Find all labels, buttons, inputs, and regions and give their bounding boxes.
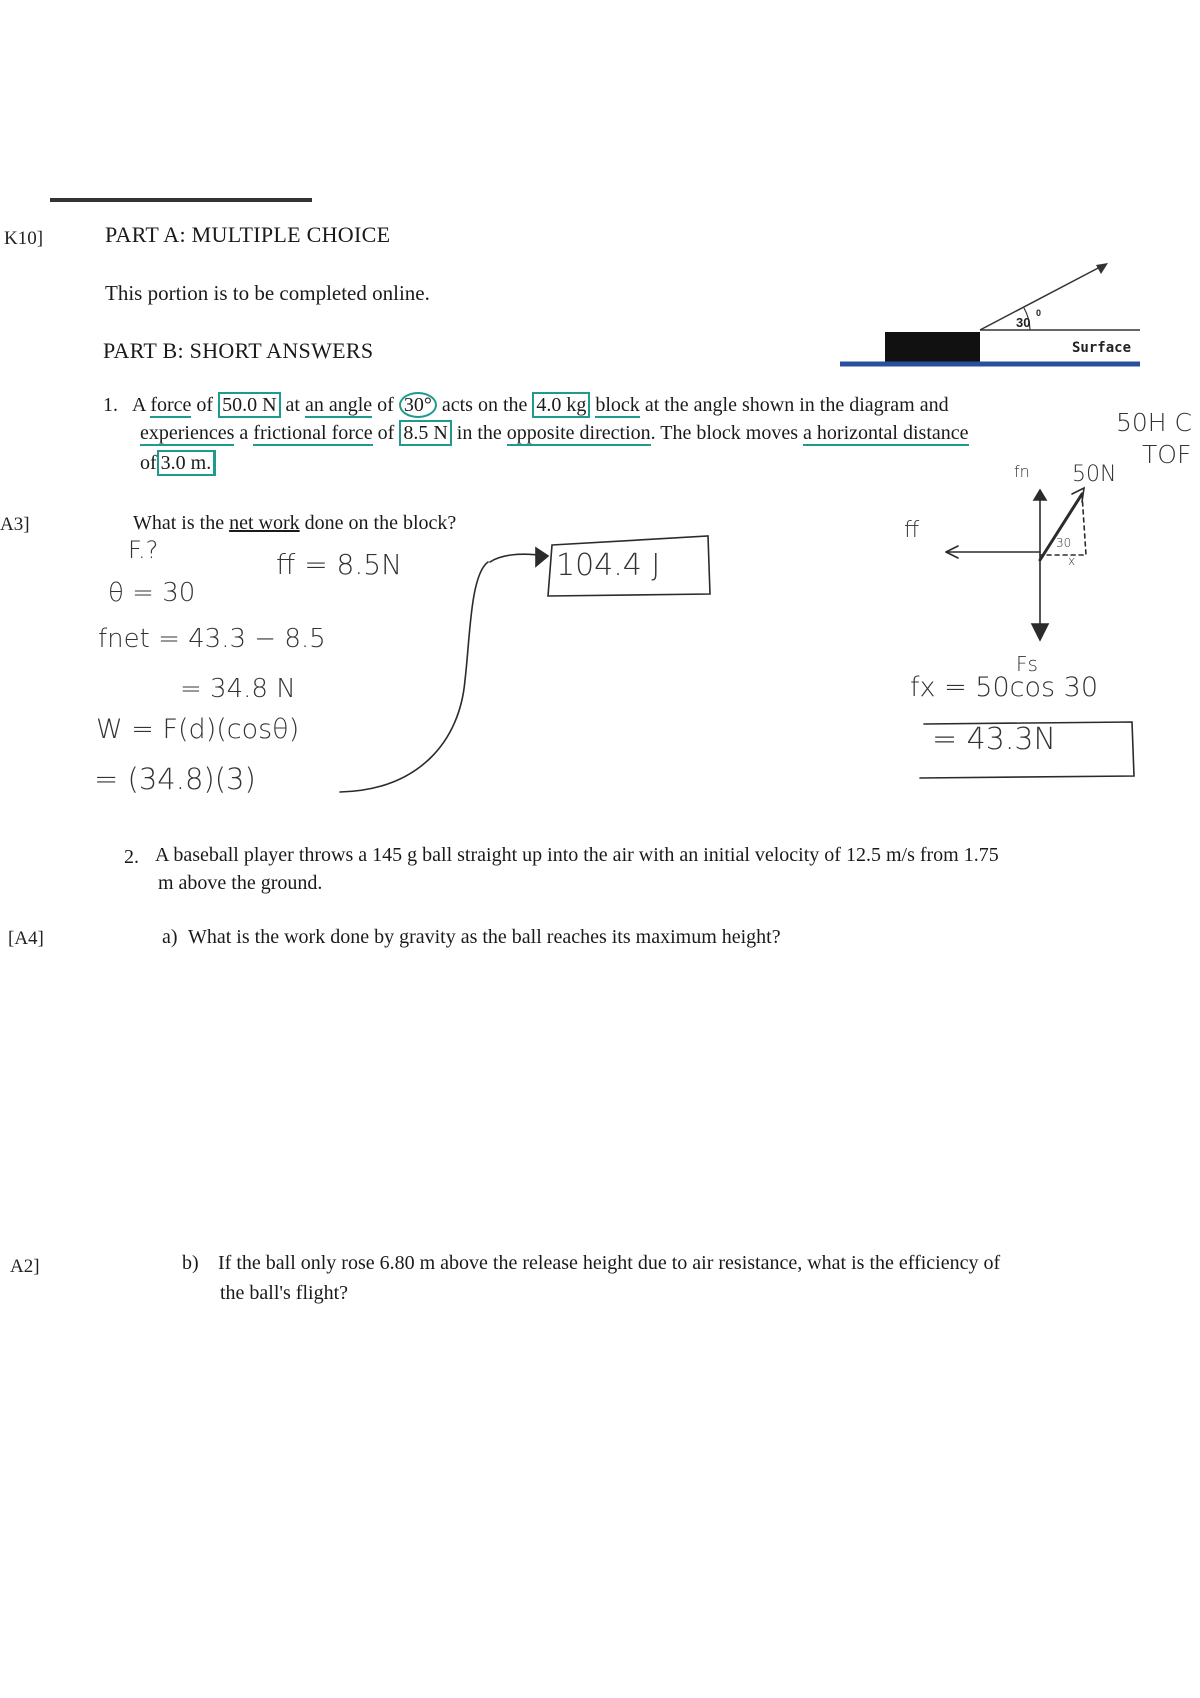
hand-fbd-fn: fn (1014, 462, 1030, 481)
margin-mark-part-a: K10] (4, 228, 44, 249)
q1-text: of (196, 394, 214, 416)
hand-fbd-angle: 30 (1056, 536, 1072, 550)
fbd-fs-arrowhead (1032, 624, 1048, 640)
q1-text-frictional: frictional force (253, 422, 373, 444)
hand-f-unknown: F.? (128, 536, 159, 564)
q1-line-1 (132, 392, 949, 419)
q1-text: a (239, 422, 249, 444)
q2-stem-line-2: m above the ground. (158, 872, 323, 894)
q2a-label: a) (162, 926, 178, 948)
hand-fbd-fs: Fs (1016, 652, 1038, 676)
q1-text: A (132, 394, 146, 416)
q1-text: in the (456, 422, 502, 444)
angle-label: 30 (1016, 315, 1031, 330)
part-a-note: This portion is to be completed online. (105, 281, 430, 305)
q1-question-net-work: net work (229, 512, 300, 534)
q1-text: of (377, 394, 394, 416)
q1-text-experiences: experiences (140, 422, 235, 444)
hand-fx-result: = 43.3N (932, 722, 1056, 757)
hand-margin-1: 50H C (1116, 408, 1193, 437)
part-a-title: PART A: MULTIPLE CHOICE (105, 222, 391, 247)
q1-force-value: 50.0 N (218, 392, 280, 418)
fbd-50n-arrow (1040, 494, 1082, 560)
q1-text: at the angle shown in the diagram and (644, 394, 949, 416)
q1-question (133, 510, 456, 537)
margin-mark-q1: A3] (0, 514, 30, 535)
q1-line-3 (140, 450, 216, 477)
block-shape (885, 332, 980, 362)
top-rule (50, 198, 312, 202)
q1-text: acts on the (441, 394, 528, 416)
q2a-text: What is the work done by gravity as the ball reaches its maximum height? (188, 926, 781, 948)
part-b-title: PART B: SHORT ANSWERS (103, 338, 374, 363)
answer-arrow-line (490, 554, 546, 562)
q1-text-opposite: opposite direction (506, 422, 651, 444)
q1-text: at (285, 394, 300, 416)
hand-work-sub: = (34.8)(3) (94, 762, 256, 796)
q2b-label: b) (182, 1252, 199, 1274)
surface-label: Surface (1072, 340, 1132, 356)
block-diagram (840, 260, 1140, 372)
q1-question-text: done on the block? (299, 512, 457, 534)
connector-curve (340, 562, 488, 792)
fbd-50n-arrowhead (1072, 488, 1084, 502)
q2b-text-line-1: If the ball only rose 6.80 m above the release height due to air resistance, what is the efficiency of (218, 1252, 1001, 1274)
q1-angle-value: 30° (399, 392, 437, 418)
q1-text-block-word: block (595, 394, 640, 416)
q2-number: 2. (124, 846, 139, 868)
fbd-ff-arrowhead (946, 546, 958, 558)
hand-fnet: fnet = 43.3 − 8.5 (98, 624, 326, 654)
q1-mass-value: 4.0 kg (532, 392, 590, 418)
angle-degree: 0 (1036, 308, 1042, 318)
q1-text-horizontal: a horizontal distance (803, 422, 969, 444)
q1-friction-value: 8.5 N (399, 420, 451, 446)
q1-question-text: What is the (133, 512, 230, 534)
hand-fbd-ff: ff (904, 518, 920, 543)
force-arrow-line (980, 266, 1102, 330)
q1-text: of (140, 452, 157, 474)
hand-ff: ff = 8.5N (276, 548, 403, 581)
margin-mark-q2b: A2] (10, 1256, 40, 1277)
hand-fx-eq: fx = 50cos 30 (910, 672, 1098, 703)
hand-answer: 104.4 J (556, 548, 661, 583)
margin-mark-q2a: [A4] (8, 928, 44, 949)
answer-arrowhead (536, 548, 548, 566)
hand-fnet-result: = 34.8 N (180, 674, 296, 704)
q1-number: 1. (103, 394, 118, 416)
q1-text: . The block moves (650, 422, 799, 444)
q1-text-force-word: force (150, 394, 192, 416)
hand-work-formula: W = F(d)(cosθ) (96, 714, 300, 745)
fbd-fn-arrowhead (1034, 490, 1046, 500)
q1-text: of (377, 422, 395, 444)
hand-fbd-50n: 50N (1072, 462, 1117, 487)
hand-theta: θ = 30 (108, 578, 196, 608)
q2b-text-line-2: the ball's flight? (220, 1282, 349, 1304)
q1-line-2 (140, 420, 969, 447)
q2-stem-line-1: A baseball player throws a 145 g ball straight up into the air with an initial velocity of 12.5 m/s from 1.75 (155, 844, 999, 866)
q1-text-angle-word: an angle (304, 394, 373, 416)
q1-distance-value: 3.0 m. (157, 450, 217, 476)
hand-margin-2: TOF (1142, 440, 1192, 469)
hand-fbd-x: x (1068, 554, 1076, 568)
